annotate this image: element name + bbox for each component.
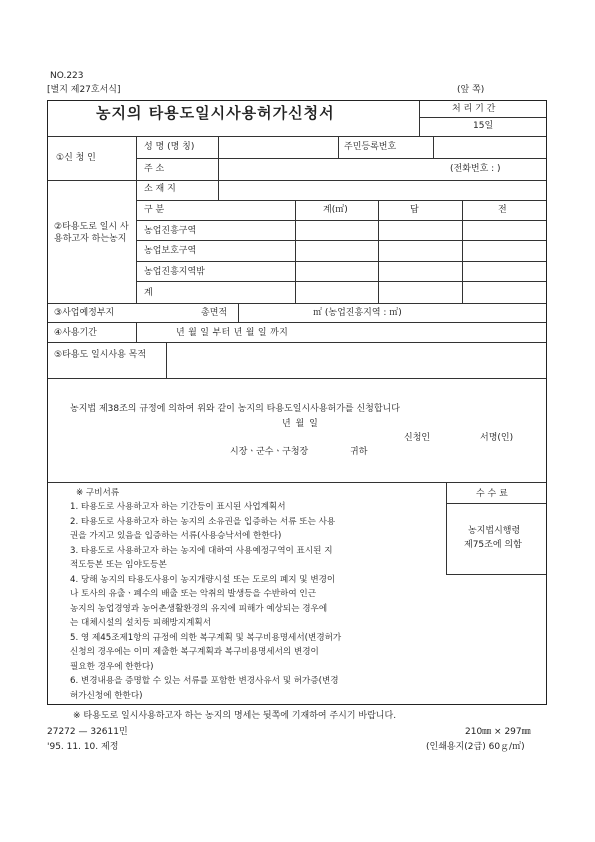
- document-item: 나 토사의 유출ㆍ폐수의 배출 또는 악취의 발생등을 수반하여 인근: [70, 589, 316, 599]
- form-type: [별지 제27호서식]: [47, 85, 121, 95]
- addressee-honorific: 귀하: [350, 447, 368, 457]
- document-item: 신청의 경우에는 이미 제출한 복구계획과 복구비용명세서의 변경이: [70, 647, 319, 657]
- applicant-label: ①신 청 인: [56, 153, 96, 163]
- document-item: 적도등본 또는 임야도등본: [70, 560, 167, 570]
- addressee: 시장ㆍ군수ㆍ구청장: [230, 447, 309, 457]
- form-code: 27272 — 32611민: [47, 727, 128, 737]
- paper-spec: (인쇄용지(2급) 60ｇ/㎡): [426, 742, 525, 752]
- zone-row: 농업진흥지역밖: [144, 267, 205, 277]
- form-number: NO.223: [50, 71, 84, 81]
- period-label: ④사용기간: [54, 328, 97, 338]
- zone-row: 농업보호구역: [144, 246, 197, 256]
- documents-heading: ※ 구비서류: [76, 488, 120, 498]
- document-item: 3. 타용도로 사용하고자 하는 농지에 대하여 사용예정구역이 표시된 지: [70, 545, 333, 556]
- fee-text-line1: 농지법시행령: [468, 526, 521, 536]
- processing-period-value: 15일: [473, 121, 494, 131]
- resident-id-label: 주민등록번호: [344, 142, 397, 152]
- applicant-sign-label: 신청인: [404, 433, 431, 443]
- location-label: 소 재 지: [144, 184, 176, 194]
- document-item: 농지의 농업경영과 농어촌생활환경의 유지에 피해가 예상되는 경우에: [70, 603, 328, 614]
- document-item: 는 대체시설의 설치등 피해방지계획서: [70, 618, 212, 628]
- zone-row: 계: [144, 288, 153, 298]
- footnote: ※ 타용도로 일시사용하고자 하는 농지의 명세는 뒷쪽에 기재하여 주시기 바랍니다.: [73, 711, 397, 721]
- phone-label: (전화번호 : ): [450, 164, 501, 174]
- period-text: 년 월 일 부터 년 월 일 까지: [176, 328, 289, 338]
- document-item: 허가신청에 한한다): [70, 690, 143, 701]
- document-item: 5. 영 제45조제1항의 규정에 의한 복구계획 및 복구비용명세서(변경허가: [70, 632, 342, 643]
- declaration-date: 년 월 일: [282, 419, 319, 429]
- total-area-label: 총면적: [201, 308, 228, 318]
- document-item: 2. 타용도로 사용하고자 하는 농지의 소유권을 입증하는 서류 또는 사용: [70, 516, 336, 527]
- total-header: 계(㎡): [323, 205, 348, 215]
- farmland-label: ②타용도로 일시 사용하고자 하는농지: [54, 222, 129, 244]
- document-item: 권을 가지고 있음을 입증하는 서류(사용승낙서에 한한다): [70, 531, 282, 541]
- field-header: 전: [498, 205, 507, 215]
- processing-period-label: 처 리 기 간: [452, 104, 496, 114]
- name-label: 성 명 (명 칭): [144, 142, 195, 152]
- document-item: 필요한 경우에 한한다): [70, 661, 154, 672]
- enactment-date: '95. 11. 10. 제정: [47, 742, 119, 752]
- form-title: 농지의 타용도일시사용허가신청서: [96, 104, 335, 122]
- classification-header: 구 분: [144, 205, 165, 215]
- fee-label: 수 수 료: [476, 489, 508, 499]
- document-item: 1. 타용도로 사용하고자 하는 기간등이 표시된 사업계획서: [70, 502, 286, 512]
- fee-text-line2: 제75조에 의함: [464, 540, 522, 550]
- area-unit: ㎡ (농업진흥지역 : ㎡): [313, 308, 402, 318]
- paper-size: 210㎜ × 297㎜: [465, 727, 531, 737]
- purpose-label: ⑤타용도 일시사용 목적: [54, 350, 147, 360]
- declaration-text: 농지법 제38조의 규정에 의하여 위와 같이 농지의 타용도일시사용허가를 신청합니다: [70, 404, 400, 414]
- page-side: (앞 쪽): [457, 85, 485, 95]
- document-item: 6. 변경내용을 증명할 수 있는 서류를 포함한 변경사유서 및 허가증(변경: [70, 676, 339, 686]
- application-form: [47, 100, 547, 705]
- address-label: 주 소: [144, 164, 165, 174]
- paddy-header: 답: [410, 205, 419, 215]
- signature-label: 서명(인): [480, 433, 514, 443]
- site-label: ③사업예정부지: [54, 308, 115, 318]
- zone-row: 농업진흥구역: [144, 226, 197, 236]
- document-item: 4. 당해 농지의 타용도사용이 농지개량시설 또는 도로의 폐지 및 변경이: [70, 574, 336, 585]
